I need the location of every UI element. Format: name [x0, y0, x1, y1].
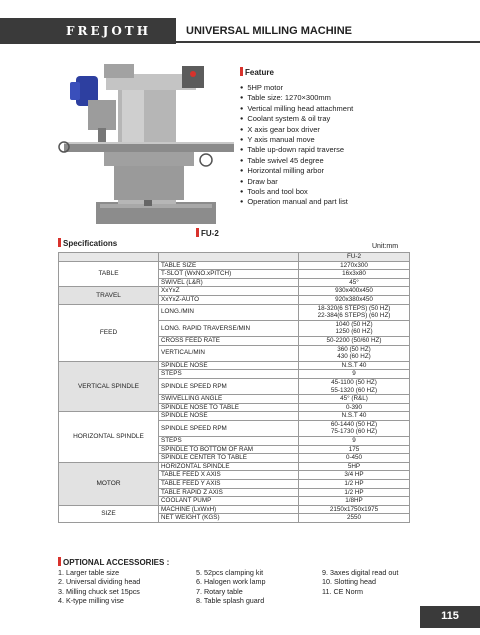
spec-label: SWIVELLING ANGLE — [159, 395, 299, 404]
specifications-table — [58, 252, 410, 523]
accessories-title — [58, 557, 169, 567]
spec-label: LONG. RAPID TRAVERSE/MIN — [159, 320, 299, 336]
spec-label: MACHINE (LxWxH) — [159, 505, 299, 514]
spec-label: TABLE SIZE — [159, 261, 299, 270]
spec-value: N.S.T 40 — [299, 412, 410, 421]
accessories-column-1 — [58, 568, 140, 606]
spec-label: HORIZONTAL SPINDLE — [159, 462, 299, 471]
spec-value: 1040 (50 HZ) 1250 (60 HZ) — [299, 320, 410, 336]
table-row — [59, 505, 410, 514]
feature-item: ● Table size: 1270×300mm — [240, 93, 470, 103]
table-cell — [59, 253, 159, 262]
feature-title-text: Feature — [245, 68, 274, 77]
table-row — [59, 261, 410, 270]
group-vertical-spindle: VERTICAL SPINDLE — [59, 361, 159, 412]
spec-label: SWIVEL (L&R) — [159, 278, 299, 287]
spec-label: STEPS — [159, 437, 299, 446]
page-header — [0, 0, 480, 44]
spec-value: 16x3x80 — [299, 270, 410, 279]
group-table: TABLE — [59, 261, 159, 287]
table-row — [59, 287, 410, 296]
feature-item: ● Coolant system & oil tray — [240, 114, 470, 124]
accessory-item: 2. Universal dividing head — [58, 577, 141, 587]
table-row — [59, 361, 410, 370]
spec-label: XxYxZ — [159, 287, 299, 296]
table-row — [59, 412, 410, 421]
accessory-item: 11. CE Norm — [322, 586, 364, 596]
accessory-item: 10. Slotting head — [322, 577, 376, 587]
spec-value: 5HP — [299, 462, 410, 471]
feature-item: ● Y axis manual move — [240, 135, 470, 145]
spec-label: SPINDLE SPEED RPM — [159, 378, 299, 394]
spec-label: SPINDLE NOSE — [159, 412, 299, 421]
feature-list — [240, 83, 470, 208]
feature-item: ● 5HP motor — [240, 83, 470, 93]
group-feed: FEED — [59, 304, 159, 361]
spec-label: STEPS — [159, 370, 299, 379]
image-caption — [196, 228, 219, 238]
spec-value: 50-2200 (50/60 HZ) — [299, 336, 410, 345]
page-number: 115 — [420, 606, 480, 628]
spec-label: T-SLOT (WxNO.xPITCH) — [159, 270, 299, 279]
spec-label: VERTICAL/MIN — [159, 345, 299, 361]
spec-value: 360 (50 HZ) 430 (60 HZ) — [299, 345, 410, 361]
accent-marker — [58, 238, 61, 247]
accent-marker — [58, 557, 61, 566]
group-size: SIZE — [59, 505, 159, 522]
feature-title — [240, 67, 470, 77]
spec-label: SPINDLE CENTER TO TABLE — [159, 454, 299, 463]
page-title: UNIVERSAL MILLING MACHINE — [186, 25, 353, 37]
spec-value: N.S.T 40 — [299, 361, 410, 370]
image-caption-text: FU-2 — [201, 229, 219, 238]
feature-item: ● Table up-down rapid traverse — [240, 145, 470, 155]
spec-value: 920x380x450 — [299, 295, 410, 304]
spec-value: 60-1440 (50 HZ) 75-1730 (60 HZ) — [299, 420, 410, 436]
spec-label: SPINDLE NOSE — [159, 361, 299, 370]
feature-item: ● Horizontal milling arbor — [240, 166, 470, 176]
spec-label: COOLANT PUMP — [159, 497, 299, 506]
spec-label: NET WEIGHT (KGS) — [159, 514, 299, 523]
header-rule — [176, 41, 480, 43]
specifications-title-text: Specifications — [63, 239, 118, 248]
accessory-item: 1. Larger table size — [58, 568, 120, 577]
unit-label: Unit:mm — [372, 243, 399, 250]
feature-item: ● X axis gear box driver — [240, 125, 470, 135]
accent-marker — [240, 67, 243, 76]
accent-marker — [196, 228, 199, 237]
accessory-item: 5. 52pcs clamping kit — [196, 568, 264, 577]
spec-label: TABLE FEED Y AXIS — [159, 480, 299, 489]
spec-value: 2550 — [299, 514, 410, 523]
spec-label: XxYxZ-AUTO — [159, 295, 299, 304]
table-cell — [159, 253, 299, 262]
spec-label: TABLE RAPID Z AXIS — [159, 488, 299, 497]
feature-item: ● Draw bar — [240, 177, 470, 187]
accessories-column-3 — [322, 568, 398, 596]
brand-logo: FREJOTH — [0, 18, 176, 44]
spec-value: 1/2 HP — [299, 488, 410, 497]
spec-value: 45° — [299, 278, 410, 287]
milling-machine-image — [56, 52, 246, 232]
accessory-item: 7. Rotary table — [196, 586, 243, 596]
accessory-item: 8. Table splash guard — [196, 596, 265, 606]
spec-value: 0-450 — [299, 454, 410, 463]
table-row — [59, 304, 410, 320]
spec-value: 930x400x450 — [299, 287, 410, 296]
accessory-item: 6. Halogen work lamp — [196, 577, 266, 587]
spec-value: 1/8HP — [299, 497, 410, 506]
spec-value: 0-390 — [299, 403, 410, 412]
spec-value: 3/4 HP — [299, 471, 410, 480]
spec-value: 1/2 HP — [299, 480, 410, 489]
specifications-title — [58, 238, 117, 248]
table-header-row — [59, 253, 410, 262]
group-motor: MOTOR — [59, 462, 159, 505]
spec-value: 1270x300 — [299, 261, 410, 270]
group-horizontal-spindle: HORIZONTAL SPINDLE — [59, 412, 159, 463]
spec-value: 2150x1750x1975 — [299, 505, 410, 514]
feature-section — [240, 67, 470, 208]
feature-item: ● Table swivel 45 degree — [240, 156, 470, 166]
feature-item: ● Tools and tool box — [240, 187, 470, 197]
accessories-title-text: OPTIONAL ACCESSORIES : — [63, 558, 170, 567]
spec-label: LONG./MIN — [159, 304, 299, 320]
feature-item: ● Vertical milling head attachment — [240, 104, 470, 114]
spec-value: 45-1100 (50 HZ) 55-1320 (60 HZ) — [299, 378, 410, 394]
table-row — [59, 462, 410, 471]
spec-value: 175 — [299, 445, 410, 454]
spec-label: CROSS FEED RATE — [159, 336, 299, 345]
accessory-item: 9. 3axes digital read out — [322, 568, 399, 577]
model-header: FU-2 — [299, 253, 410, 262]
group-travel: TRAVEL — [59, 287, 159, 304]
spec-label: TABLE FEED X AXIS — [159, 471, 299, 480]
spec-label: SPINDLE TO BOTTOM OF RAM — [159, 445, 299, 454]
spec-label: SPINDLE SPEED RPM — [159, 420, 299, 436]
spec-label: SPINDLE NOSE TO TABLE — [159, 403, 299, 412]
spec-value: 9 — [299, 370, 410, 379]
accessories-column-2 — [196, 568, 266, 606]
feature-item: ● Operation manual and part list — [240, 197, 470, 207]
accessory-item: 4. K-type milling vise — [58, 596, 124, 606]
accessory-item: 3. Milling chuck set 15pcs — [58, 586, 140, 596]
spec-value: 18-320(6 STEPS) (50 HZ) 22-384(6 STEPS) (60 HZ) — [299, 304, 410, 320]
spec-value: 45° (R&L) — [299, 395, 410, 404]
spec-value: 9 — [299, 437, 410, 446]
